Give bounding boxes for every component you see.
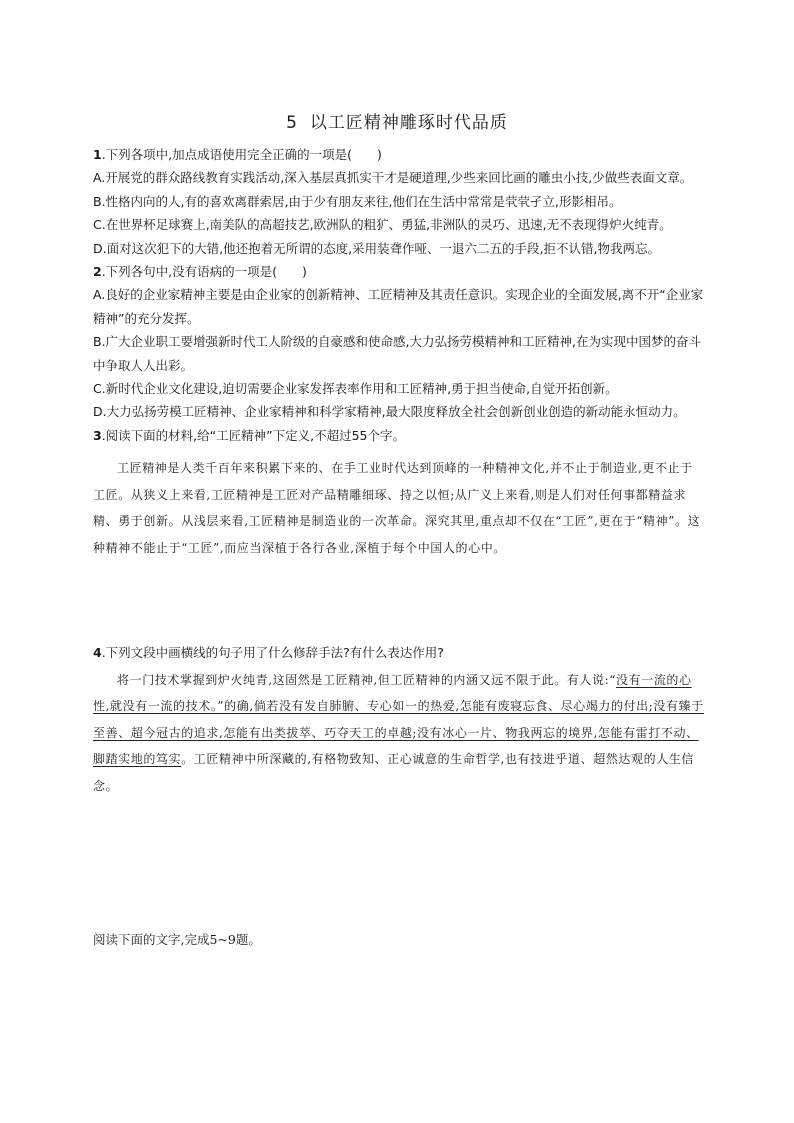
- question-3-number: 3: [93, 427, 102, 443]
- question-2-number: 2: [93, 264, 102, 280]
- question-2-option-c: C.新时代企业文化建设,迫切需要企业家发挥表率作用和工匠精神,勇于担当使命,自觉开拓创新。: [93, 381, 618, 397]
- question-1-option-b: B.性格内向的人,有的喜欢离群索居,由于少有朋友来往,他们在生活中常常是茕茕孑立,形影相吊。: [93, 193, 622, 209]
- question-4-passage: [93, 667, 705, 800]
- question-1-option-c: C.在世界杯足球赛上,南美队的高超技艺,欧洲队的粗犷、勇猛,非洲队的灵巧、迅速,无不表现得炉火纯青。: [93, 217, 672, 233]
- page-title: [0, 108, 794, 133]
- question-2-stem: [93, 260, 705, 283]
- title-text: 以工匠精神雕琢时代品质: [309, 113, 508, 133]
- question-2-option-b: B.广大企业职工要增强新时代工人阶级的自豪感和使命感,大力弘扬劳模精神和工匠精神,在为实现中国梦的奋斗中争取人人出彩。: [93, 334, 701, 373]
- question-3-text: .阅读下面的材料,给“工匠精神”下定义,不超过55个字。: [101, 427, 405, 443]
- question-2-option-d: D.大力弘扬劳模工匠精神、企业家精神和科学家精神,最大限度释放全社会创新创业创造的新动能永恒动力。: [93, 404, 686, 420]
- question-4-text: .下列文段中画横线的句子用了什么修辞手法?有什么表达作用?: [101, 645, 444, 661]
- answer-space-3: [93, 561, 705, 641]
- question-3-stem: [93, 424, 705, 447]
- passage-intro: 将一门技术掌握到炉火纯青,这固然是工匠精神,但工匠精神的内涵又远不限于此。有人说:“: [117, 672, 617, 687]
- question-1-option-a: A.开展党的群众路线教育实践活动,深入基层真抓实干才是硬道理,少些来回比画的雕虫小技,少做些表面文章。: [93, 170, 693, 186]
- question-1-option-d: D.面对这次犯下的大错,他还抱着无所谓的态度,采用装聋作哑、一退六二五的手段,拒不认错,物我两忘。: [93, 240, 660, 256]
- question-1-number: 1: [93, 147, 102, 162]
- question-4-number: 4: [93, 645, 102, 661]
- reading-instruction: 阅读下面的文字,完成5~9题。: [93, 932, 261, 948]
- content-body: [93, 143, 705, 952]
- title-number: 5: [286, 113, 298, 133]
- passage-conclusion: 。工匠精神中所深藏的,有格物致知、正心诚意的生命哲学,也有技进乎道、超然达观的人生信念。: [93, 752, 695, 793]
- question-1-text: .下列各项中,加点成语使用完全正确的一项是( ): [101, 147, 382, 162]
- question-1-stem: [93, 143, 705, 166]
- question-2-option-a: A.良好的企业家精神主要是由企业家的创新精神、工匠精神及其责任意识。实现企业的全面发展,离不开“企业家精神”的充分发挥。: [93, 287, 704, 326]
- underlined-sentence: 没有一流的心性,就没有一流的技术。”的确,倘若没有发自肺腑、专心如一的热爱,怎能有废寝忘食、尽心竭力的付出;没有臻于至善、超今冠古的追求,怎能有出类拔萃、巧夺天工的卓越;没有冰心一片、物我两忘的境界,怎能有雷打不动、脚踏实地的笃实: [93, 672, 704, 767]
- question-2-text: .下列各句中,没有语病的一项是( ): [101, 264, 307, 280]
- answer-space-4: [93, 799, 705, 928]
- question-3-passage: 工匠精神是人类千百年来积累下来的、在手工业时代达到顶峰的一种精神文化,并不止于制造业,更不止于工匠。从狭义上来看,工匠精神是工匠对产品精雕细琢、持之以恒;从广义上来看,则是人们对任何事都精益求精、勇于创新。从浅层来看,工匠精神是制造业的一次革命。深究其里,重点却不仅在“工匠”,更在于“精神”。这种精神不能止于“工匠”,而应当深植于各行各业,深植于每个中国人的心中。: [93, 461, 701, 555]
- question-4-stem: [93, 641, 705, 664]
